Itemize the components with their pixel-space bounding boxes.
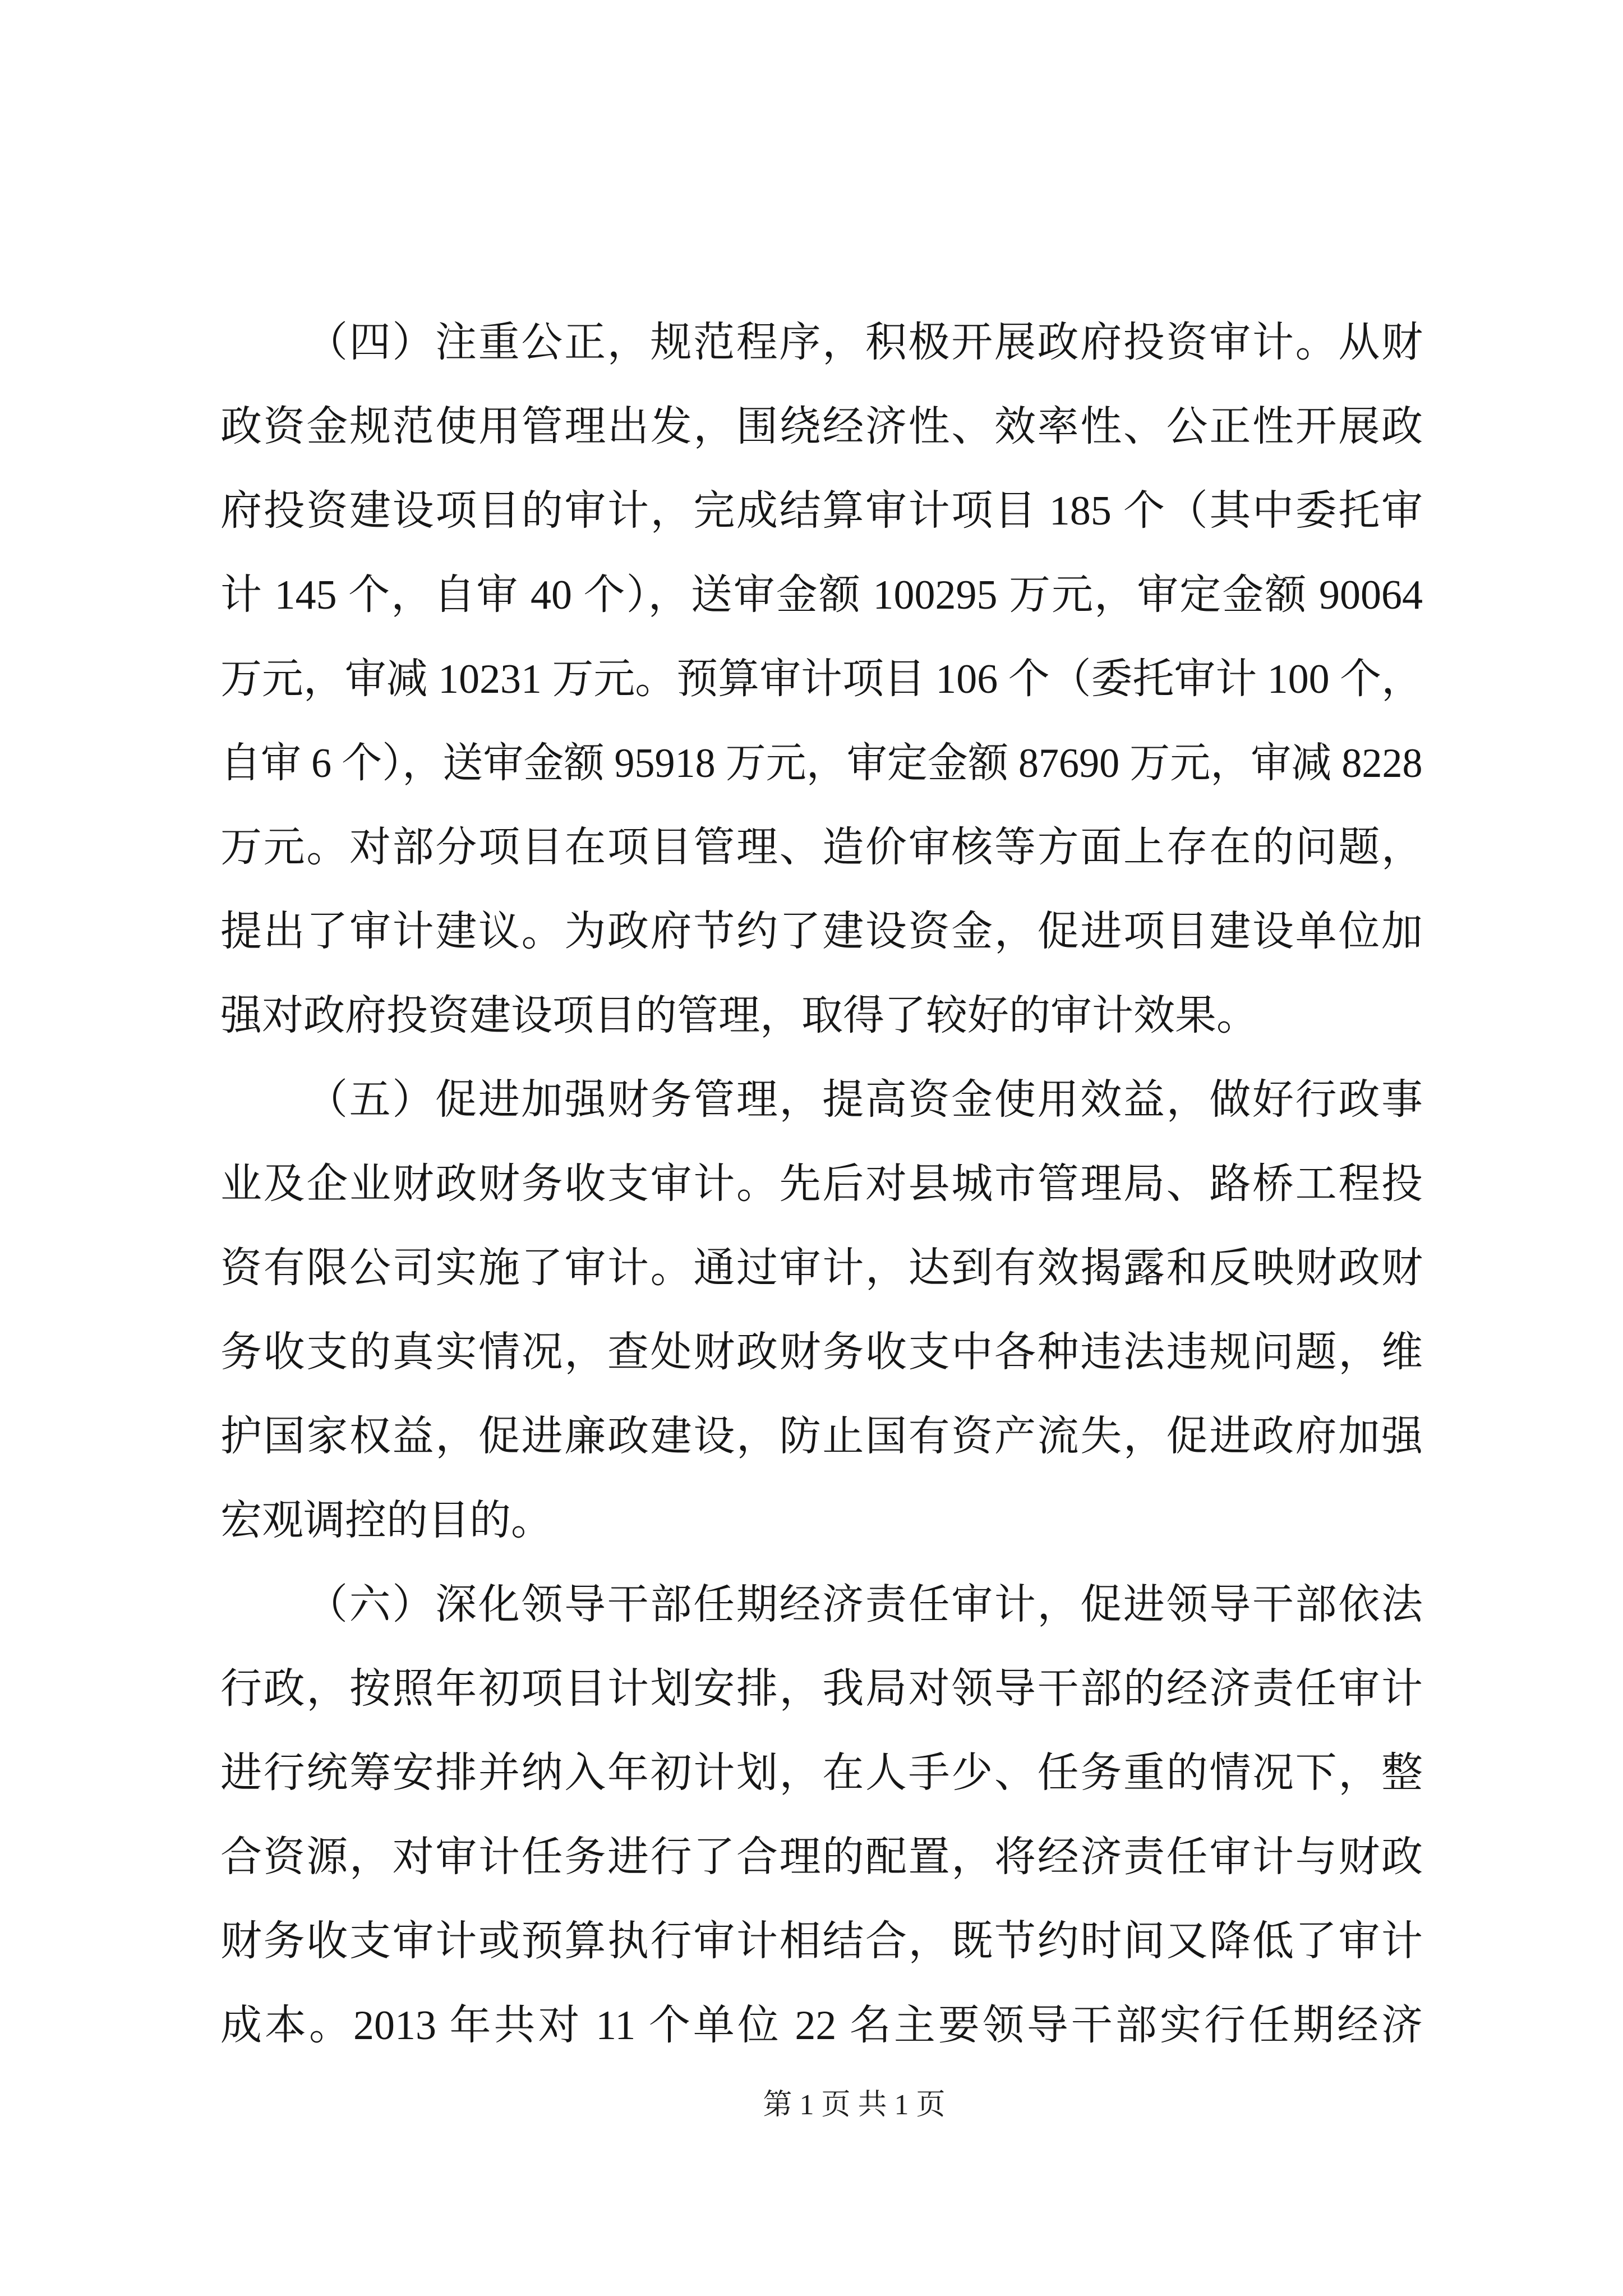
paragraph-line: 强对政府投资建设项目的管理，取得了较好的审计效果。 bbox=[220, 993, 1258, 1039]
page-footer: 第 1 页 共 1 页 bbox=[763, 2089, 946, 2121]
paragraph-line: 财务收支审计或预算执行审计相结合，既节约时间又降低了审计 bbox=[220, 1918, 1423, 1964]
paragraph-line: 提出了审计建议。为政府节约了建设资金，促进项目建设单位加 bbox=[220, 909, 1423, 955]
document-body bbox=[220, 301, 1423, 2068]
paragraph-line: 进行统筹安排并纳入年初计划，在人手少、任务重的情况下，整 bbox=[220, 1750, 1423, 1796]
paragraph-line: 计 145 个，自审 40 个），送审金额 100295 万元，审定金额 90064 bbox=[220, 572, 1423, 618]
paragraph-government-investment-audit bbox=[220, 301, 1423, 1058]
paragraph-economic-responsibility-audit bbox=[220, 1563, 1423, 2068]
paragraph-line: 护国家权益，促进廉政建设，防止国有资产流失，促进政府加强 bbox=[220, 1414, 1423, 1460]
paragraph-line: 业及企业财政财务收支审计。先后对县城市管理局、路桥工程投 bbox=[220, 1161, 1423, 1207]
paragraph-line: 成本。2013 年共对 11 个单位 22 名主要领导干部实行任期经济 bbox=[220, 2003, 1423, 2049]
paragraph-line: 资有限公司实施了审计。通过审计，达到有效揭露和反映财政财 bbox=[220, 1245, 1423, 1291]
paragraph-line: （五）促进加强财务管理，提高资金使用效益，做好行政事 bbox=[306, 1077, 1423, 1123]
paragraph-line: 合资源，对审计任务进行了合理的配置，将经济责任审计与财政 bbox=[220, 1834, 1423, 1880]
paragraph-line: 自审 6 个），送审金额 95918 万元，审定金额 87690 万元，审减 8228 bbox=[220, 740, 1423, 786]
paragraph-financial-revenue-expenditure-audit bbox=[220, 1058, 1423, 1563]
paragraph-line: 政资金规范使用管理出发，围绕经济性、效率性、公正性开展政 bbox=[220, 404, 1423, 450]
paragraph-line: 行政，按照年初项目计划安排，我局对领导干部的经济责任审计 bbox=[220, 1666, 1423, 1712]
paragraph-line: 万元，审减 10231 万元。预算审计项目 106 个（委托审计 100 个， bbox=[220, 656, 1423, 702]
paragraph-line: （六）深化领导干部任期经济责任审计，促进领导干部依法 bbox=[306, 1582, 1423, 1628]
paragraph-line: 万元。对部分项目在项目管理、造价审核等方面上存在的问题， bbox=[220, 825, 1423, 871]
paragraph-line: 务收支的真实情况，查处财政财务收支中各种违法违规问题，维 bbox=[220, 1329, 1423, 1375]
paragraph-line: （四）注重公正，规范程序，积极开展政府投资审计。从财 bbox=[306, 320, 1423, 366]
paragraph-line: 宏观调控的目的。 bbox=[220, 1498, 552, 1544]
paragraph-line: 府投资建设项目的审计，完成结算审计项目 185 个（其中委托审 bbox=[220, 488, 1423, 534]
